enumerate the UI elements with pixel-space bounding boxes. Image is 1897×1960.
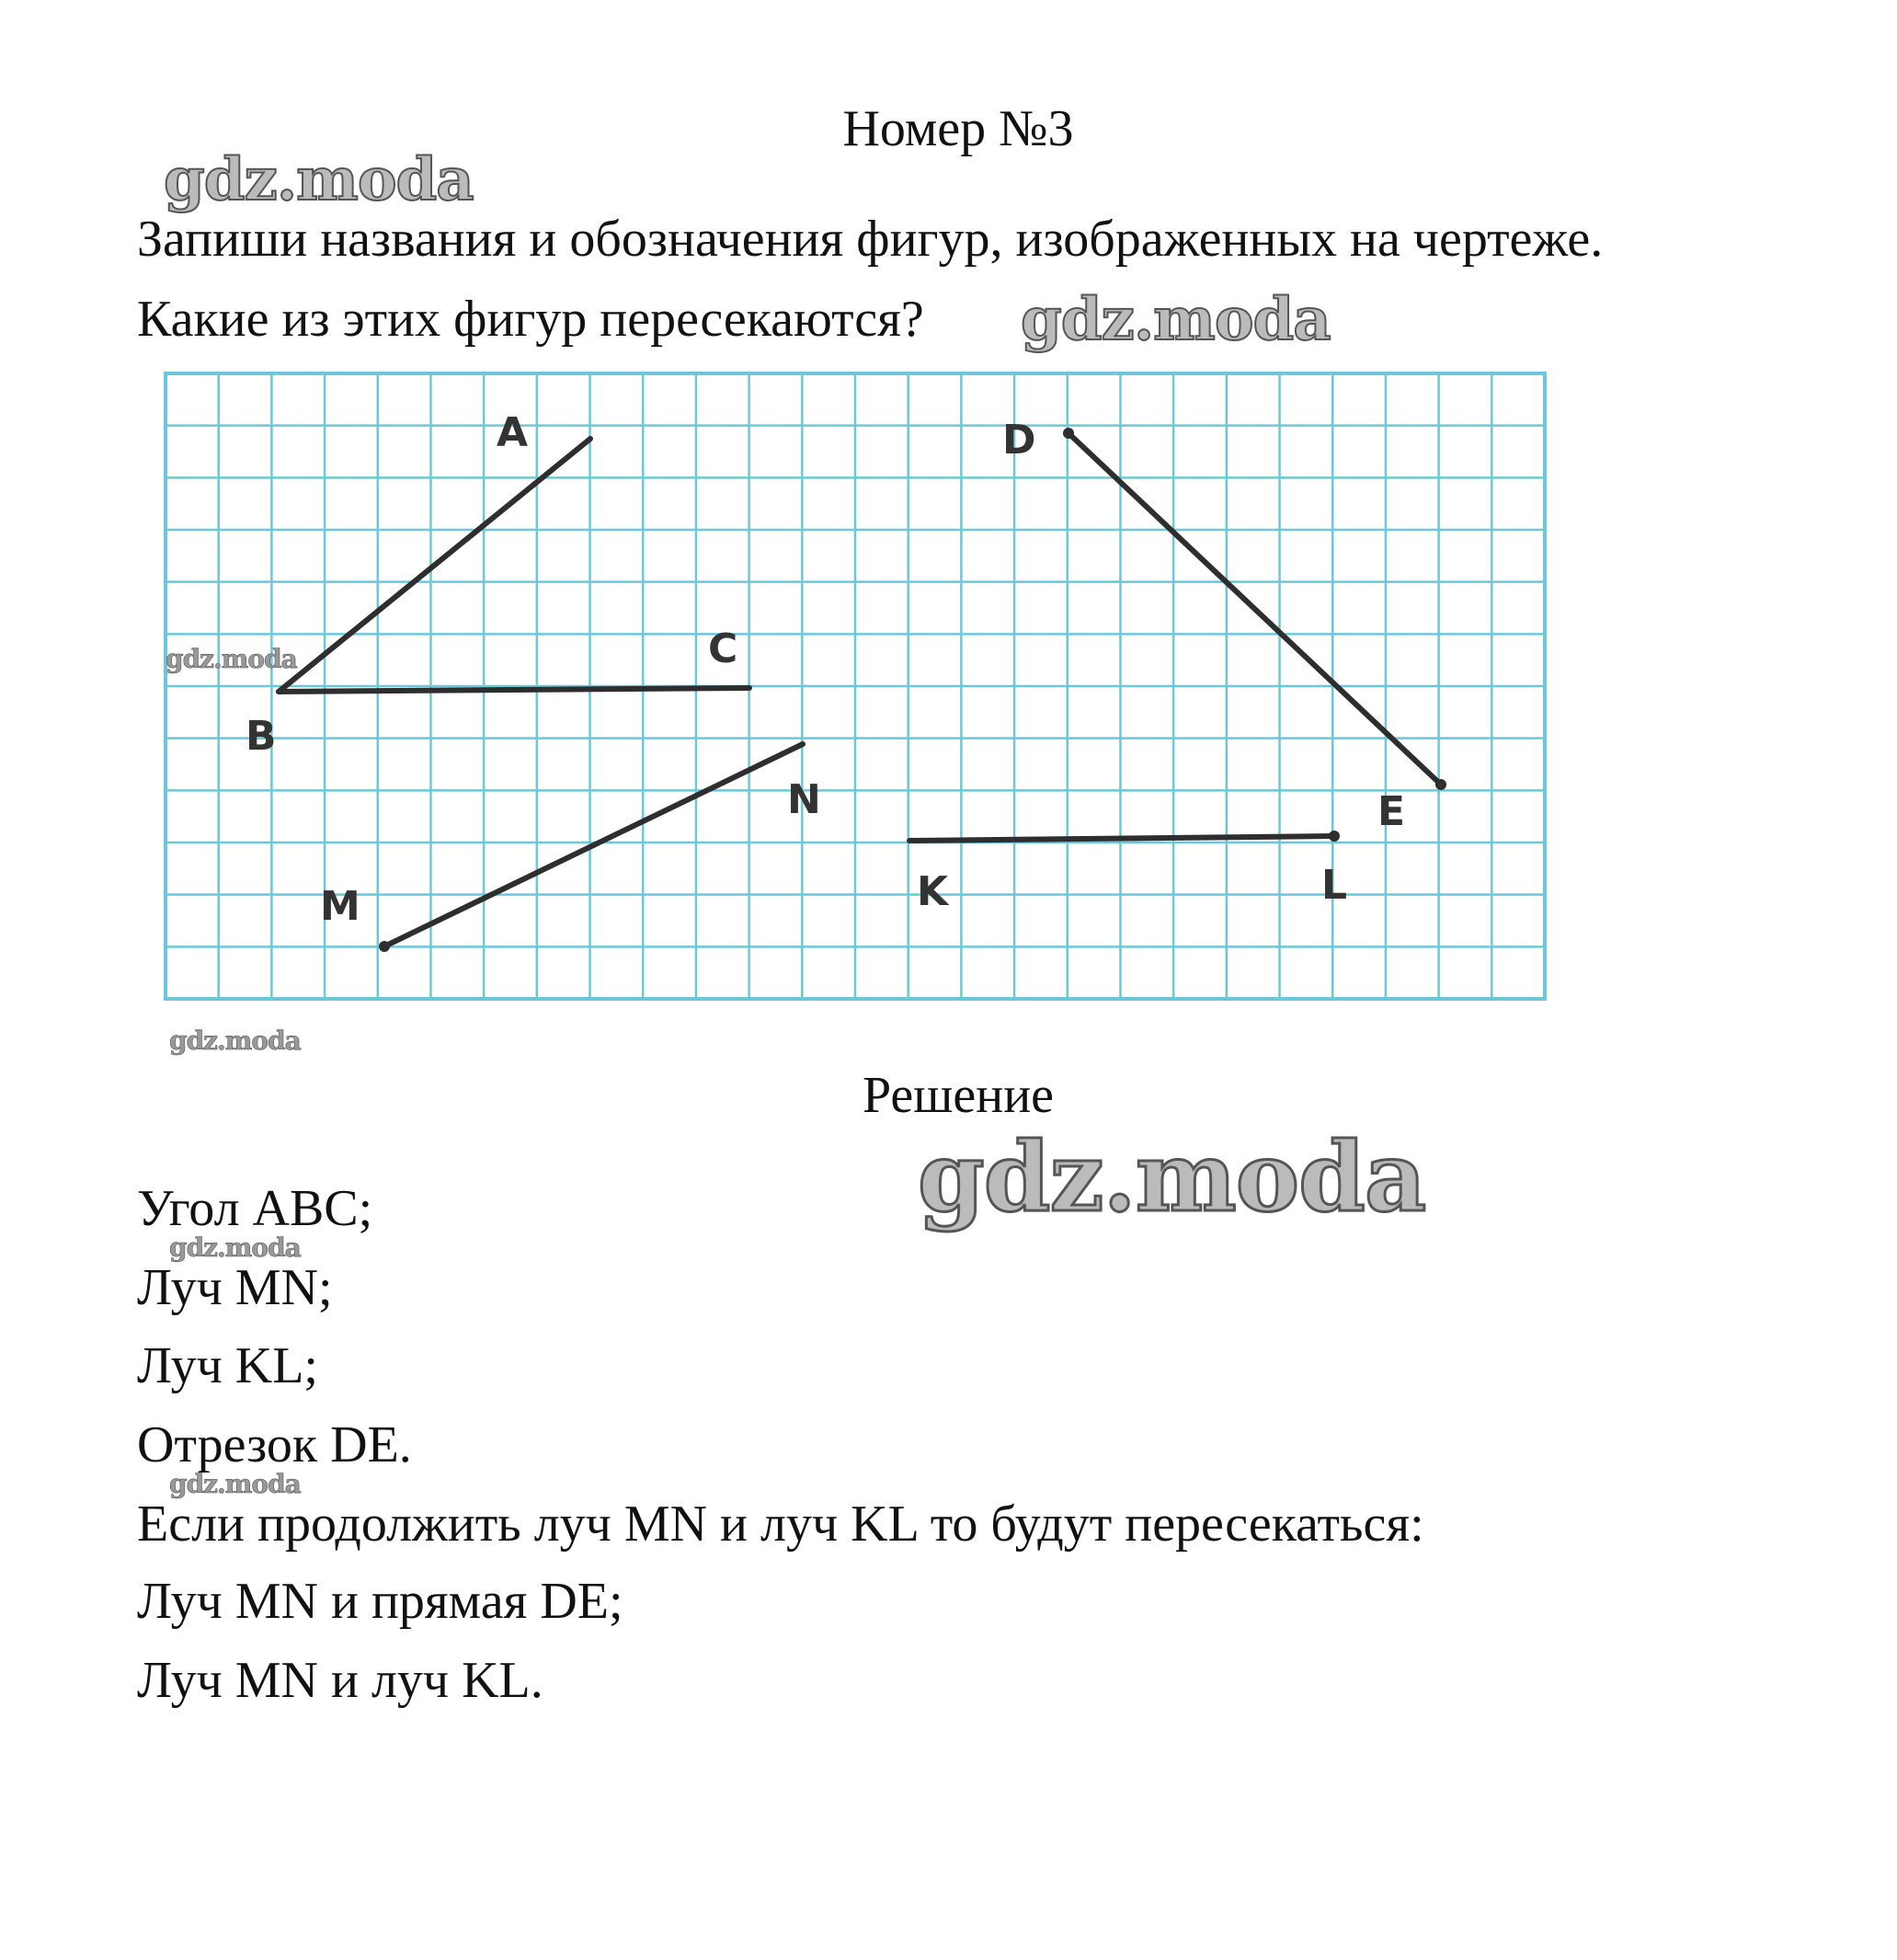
watermark: gdz.moda [1021,285,1331,354]
label-n: N [787,776,821,823]
label-m: M [320,883,360,930]
solution-line: Угол ABC; [137,1180,373,1237]
label-c: C [708,625,738,672]
label-k: K [917,868,949,915]
solution-line: Отрезок DE. [137,1416,412,1473]
watermark: gdz.moda [169,1232,301,1263]
label-a: A [497,409,529,456]
watermark: gdz.moda [169,1469,301,1499]
watermark: gdz.moda [166,644,297,674]
ray-bc [279,688,749,692]
label-l: L [1321,862,1348,909]
watermark: gdz.moda [169,1026,301,1056]
solution-line: Луч MN и прямая DE; [137,1573,623,1630]
point-d [1063,428,1074,439]
solution-heading: Решение [862,1067,1055,1124]
task-line-1: Запиши названия и обозначения фигур, изображенных на чертеже. [137,211,1604,268]
label-b: B [246,713,277,760]
watermark: gdz.moda [164,145,474,214]
solution-line: Луч MN и луч KL. [137,1652,543,1709]
solution-line: Луч KL; [137,1337,318,1394]
solution-line: Луч MN; [137,1259,333,1316]
page-title: Номер №3 [842,100,1074,157]
task-line-2: Какие из этих фигур пересекаются? [137,291,924,348]
point-l [1329,831,1340,842]
point-m [379,941,390,952]
label-e: E [1377,788,1406,835]
solution-line: Если продолжить луч MN и луч KL то будут пересекаться: [137,1496,1424,1553]
label-d: D [1002,417,1036,464]
watermark: gdz.moda [918,1120,1426,1233]
point-e [1435,779,1446,790]
